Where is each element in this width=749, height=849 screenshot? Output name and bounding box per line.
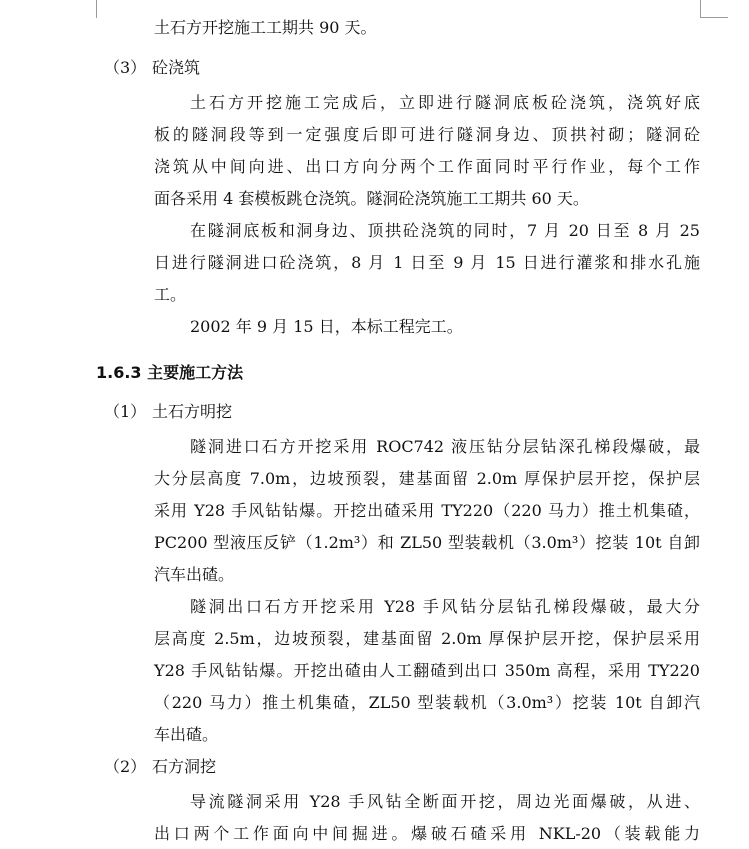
paragraph-line: 工。 [154,285,187,304]
subsection-number: （2） [104,757,147,776]
crop-mark-right-horizontal [700,17,728,18]
subsection-number: （3） [104,58,147,77]
subsection-title: 土石方明挖 [152,402,233,421]
paragraph-line: 车出碴。 [154,725,219,744]
paragraph-line: 隧洞出口石方开挖采用 Y28 手风钻分层钻孔梯段爆破，最大分 [190,597,700,616]
subsection-number: （1） [104,402,147,421]
crop-mark-left [96,0,97,18]
paragraph-line: 2002 年 9 月 15 日，本标工程完工。 [190,317,463,336]
paragraph-line: 层高度 2.5m，边坡预裂，建基面留 2.0m 厚保护层开挖，保护层采用 [154,629,700,648]
paragraph-line: 出口两个工作面向中间掘进。爆破石碴采用 NKL-20（装载能力 [154,824,700,843]
paragraph-line: 采用 Y28 手风钻钻爆。开挖出碴采用 TY220（220 马力）推土机集碴， [154,501,700,520]
paragraph-line: 在隧洞底板和洞身边、顶拱砼浇筑的同时，7 月 20 日至 8 月 25 [190,221,700,240]
paragraph-line: Y28 手风钻钻爆。开挖出碴由人工翻碴到出口 350m 高程，采用 TY220 [154,661,700,680]
paragraph-line: 土石方开挖施工完成后，立即进行隧洞底板砼浇筑，浇筑好底 [190,93,700,112]
crop-mark-right-vertical [700,0,701,18]
paragraph-line: PC200 型液压反铲（1.2m³）和 ZL50 型装载机（3.0m³）挖装 10t 自卸 [154,533,700,552]
paragraph-line: 板的隧洞段等到一定强度后即可进行隧洞身边、顶拱衬砌；隧洞砼 [154,125,700,144]
text-line: 土石方开挖施工工期共 90 天。 [154,18,377,37]
subsection-1 [104,401,232,423]
paragraph-line: （220 马力）推土机集碴，ZL50 型装载机（3.0m³）挖装 10t 自卸汽 [154,693,700,712]
paragraph-line: 导流隧洞采用 Y28 手风钻全断面开挖，周边光面爆破，从进、 [190,792,700,811]
paragraph-line: 大分层高度 7.0m，边坡预裂，建基面留 2.0m 厚保护层开挖，保护层 [154,469,700,488]
paragraph-line: 面各采用 4 套模板跳仓浇筑。隧洞砼浇筑施工工期共 60 天。 [154,189,589,208]
subsection-3 [104,57,200,79]
paragraph-line: 日进行隧洞进口砼浇筑，8 月 1 日至 9 月 15 日进行灌浆和排水孔施 [154,253,700,272]
subsection-title: 石方洞挖 [152,757,217,776]
subsection-2 [104,756,216,778]
paragraph-line: 浇筑从中间向进、出口方向分两个工作面同时平行作业，每个工作 [154,157,700,176]
subsection-title: 砼浇筑 [152,58,201,77]
paragraph-line: 隧洞进口石方开挖采用 ROC742 液压钻分层钻深孔梯段爆破，最 [190,437,700,456]
paragraph-line: 汽车出碴。 [154,565,235,584]
section-heading: 1.6.3 主要施工方法 [96,363,244,382]
